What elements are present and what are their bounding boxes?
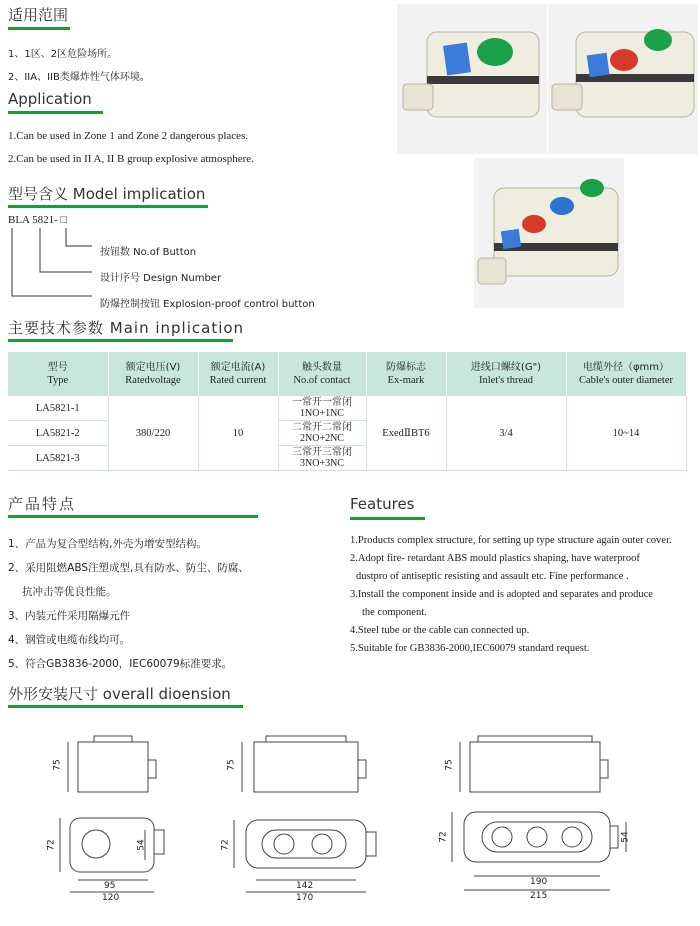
feature-en-3b: the component. [362,607,427,618]
dimension-title-underline [8,705,243,708]
drawing-2-span: 142 [296,881,314,891]
dimension-drawing-1 [48,730,178,910]
feature-cn-4: 4、钢管或电缆布线均可。 [8,634,131,646]
application-item-2: 2.Can be used in II A, II B group explosive atmosphere. [8,153,254,165]
drawing-1-height: 75 [52,759,63,771]
drawing-2-height: 75 [226,759,237,771]
feature-cn-3: 3、内装元件采用隔爆元件 [8,610,131,622]
drawing-3-depth: 54 [620,831,631,843]
scope-item-2: 2、IIA、IIB类爆炸性气体环境。 [8,72,150,83]
feature-en-4: 4.Steel tube or the cable can connected up. [350,625,530,636]
dimension-drawing-2 [222,730,392,910]
table-row [8,396,686,421]
drawing-3-overall: 215 [530,891,548,901]
features-cn-title: 产品特点 [8,495,77,513]
feature-cn-1: 1、产品为复合型结构,外壳为增安型结构。 [8,538,208,550]
product-photo-3-button [474,158,624,308]
header-current: 额定电流(A) Rated current [198,352,278,396]
spec-table-header-row [8,352,686,396]
drawing-1-overall: 120 [102,893,120,903]
feature-cn-2: 2、采用阻燃ABS注塑成型,具有防水、防尘、防腐、 [8,562,249,574]
feature-cn-2b: 抗冲击等优良性能。 [22,586,117,598]
params-title: 主要技术参数 Main inplication [8,319,245,337]
thread-cell: 3/4 [446,396,566,471]
drawing-3-height: 75 [444,759,455,771]
application-title-underline [8,111,103,114]
feature-en-3: 3.Install the component inside and is adopted and separates and produce [350,589,653,600]
drawing-2-width-inner: 72 [220,839,231,851]
model-part-type: 防爆控制按钮 Explosion-proof control button [100,299,315,310]
feature-en-5: 5.Suitable for GB3836-2000,IEC60079 standard request. [350,643,590,654]
feature-en-1: 1.Products complex structure, for setting up type structure again outer cover. [350,535,672,546]
header-contacts: 触头数量 No.of contact [278,352,366,396]
features-en-title: Features [350,495,415,513]
voltage-cell: 380/220 [108,396,198,471]
drawing-1-span: 95 [104,881,116,891]
drawing-2-overall: 170 [296,893,314,903]
features-cn-title-underline [8,515,258,518]
model-cell: LA5821-1 [8,396,108,421]
scope-item-1: 1、1区、2区危险场所。 [8,49,118,60]
enclosure-1-illustration [397,4,547,154]
drawing-1-depth: 54 [136,839,147,851]
application-item-1: 1.Can be used in Zone 1 and Zone 2 dangerous places. [8,130,249,142]
model-cell: LA5821-2 [8,421,108,446]
drawing-1-width-inner: 72 [46,839,57,851]
feature-en-2: 2.Adopt fire- retardant ABS mould plastics shaping, have waterproof [350,553,640,564]
model-title: 型号含义 Model implication [8,185,206,203]
exmark-cell: ExedⅡBT6 [366,396,446,471]
model-cell: LA5821-3 [8,446,108,471]
params-title-underline [8,339,233,342]
header-type: 型号 Type [8,352,108,396]
diameter-cell: 10~14 [566,396,686,471]
application-title: Application [8,90,92,108]
enclosure-3-illustration [474,158,624,308]
contact-cell: 三常开三常闭 3NO+3NC [278,446,366,471]
scope-title: 适用范围 [8,6,69,24]
feature-cn-5: 5、符合GB3836-2000，IEC60079标准要求。 [8,658,233,670]
dimension-title: 外形安装尺寸 overall dioension [8,685,231,703]
scope-title-underline [8,27,70,30]
contact-cell: 一常开一常闭 1NO+1NC [278,396,366,421]
drawing-3-span: 190 [530,877,548,887]
contact-cell: 二常开二常闭 2NO+2NC [278,421,366,446]
enclosure-2-illustration [548,4,698,154]
model-part-design: 设计序号 Design Number [100,273,222,284]
drawing-3-width-inner: 72 [438,831,449,843]
dimension-drawing-3 [440,730,640,910]
current-cell: 10 [198,396,278,471]
feature-en-2b: dustpro of antiseptic resisting and assault etc. Fine performance . [356,571,629,582]
spec-table [8,352,687,471]
header-exmark: 防爆标志 Ex-mark [366,352,446,396]
product-photo-2-button [548,4,698,154]
product-photo-1-button [397,4,547,154]
header-thread: 进线口螺纹(G") Inlet's thread [446,352,566,396]
features-en-title-underline [350,517,425,520]
model-title-underline [8,205,208,208]
header-voltage: 额定电压(V) Ratedvoltage [108,352,198,396]
header-diameter: 电缆外径（φmm） Cable's outer diameter [566,352,686,396]
model-part-buttons: 按钮数 No.of Button [100,247,197,258]
model-code: BLA 5821- □ [8,214,68,226]
